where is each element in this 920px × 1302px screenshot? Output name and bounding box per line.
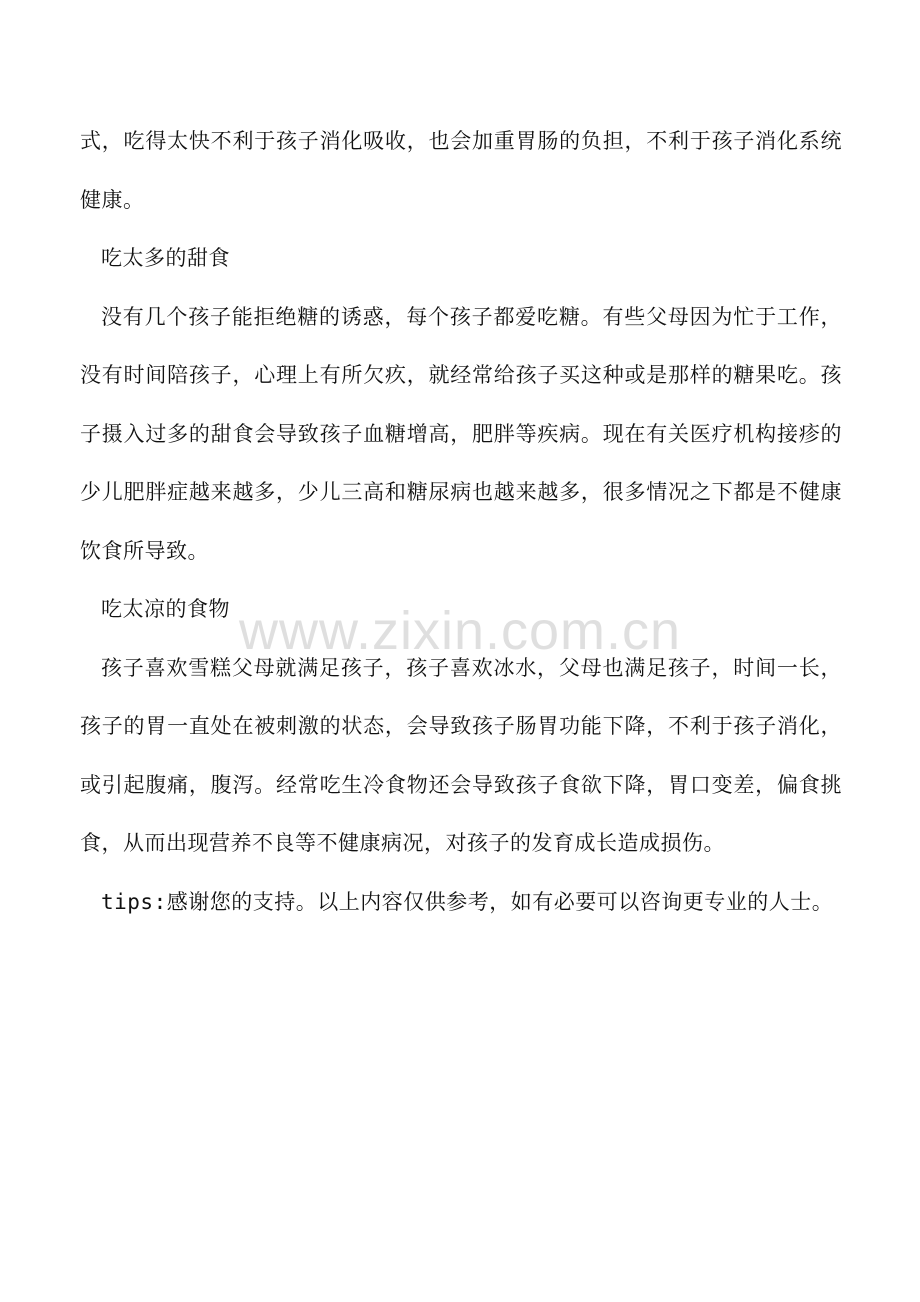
tips-line [80, 873, 842, 932]
tips-text: 感谢您的支持。以上内容仅供参考，如有必要可以咨询更专业的人士。 [166, 889, 834, 914]
tips-prefix: tips: [101, 889, 167, 914]
paragraph-sweets: 没有几个孩子能拒绝糖的诱惑，每个孩子都爱吃糖。有些父母因为忙于工作，没有时间陪孩子，心理上有所欠疚，就经常给孩子买这种或是那样的糖果吃。孩子摄入过多的甜食会导致孩子血糖增高，肥胖等疾病。现在有关医疗机构接疹的少儿肥胖症越来越多，少儿三高和糖尿病也越来越多，很多情况之下都是不健康饮食所导致。 [80, 304, 842, 563]
section-heading-cold-food: 吃太凉的食物 [101, 597, 230, 621]
section-heading-sweets: 吃太多的甜食 [101, 246, 230, 270]
watermark: www.zixin.com.cn [238, 601, 682, 661]
document-body [80, 112, 842, 931]
paragraph-continuation: 式，吃得太快不利于孩子消化吸收，也会加重胃肠的负担，不利于孩子消化系统健康。 [80, 129, 842, 212]
paragraph-cold-food: 孩子喜欢雪糕父母就满足孩子，孩子喜欢冰水，父母也满足孩子，时间一长，孩子的胃一直处在被刺激的状态，会导致孩子肠胃功能下降，不利于孩子消化，或引起腹痛，腹泻。经常吃生冷食物还会导致孩子食欲下降，胃口变差，偏食挑食，从而出现营养不良等不健康病况，对孩子的发育成长造成损伤。 [80, 655, 842, 855]
